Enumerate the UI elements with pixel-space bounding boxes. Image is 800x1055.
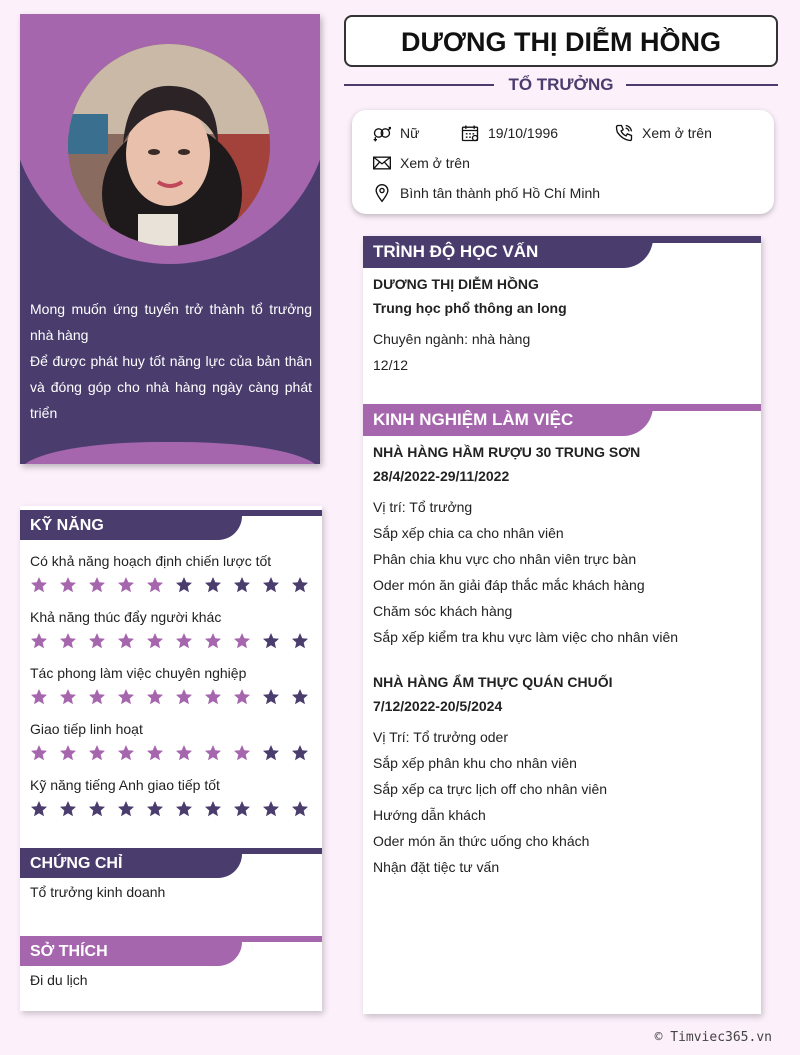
experience-detail: Vị Trí: Tổ trưởng oder — [373, 729, 509, 745]
education-body — [363, 268, 761, 378]
star-filled-icon — [146, 632, 164, 650]
experience-company: NHÀ HÀNG HẦM RƯỢU 30 TRUNG SƠN — [373, 444, 641, 460]
star-empty-icon — [204, 576, 222, 594]
star-filled-icon — [30, 632, 48, 650]
star-empty-icon — [233, 576, 251, 594]
star-filled-icon — [88, 744, 106, 762]
hobbies-title: SỞ THÍCH — [20, 936, 242, 966]
experience-body — [363, 436, 761, 880]
star-empty-icon — [175, 576, 193, 594]
star-empty-icon — [30, 800, 48, 818]
skill-name: Giao tiếp linh hoạt — [30, 721, 143, 737]
experience-detail: Sắp xếp kiểm tra khu vực làm việc cho nhân viên — [373, 629, 679, 645]
calendar-icon — [460, 123, 480, 143]
star-filled-icon — [59, 632, 77, 650]
phone-item — [614, 122, 712, 144]
star-filled-icon — [88, 632, 106, 650]
certificates-header — [20, 844, 322, 878]
education-school: Trung học phổ thông an long — [373, 300, 567, 316]
skill-item — [20, 608, 322, 652]
experience-detail: Vị trí: Tổ trưởng — [373, 499, 473, 515]
position-title: TỔ TRƯỞNG — [508, 75, 614, 94]
gender-icon — [372, 123, 392, 143]
education-header — [363, 236, 761, 268]
phone-text: Xem ở trên — [642, 125, 712, 141]
star-empty-icon — [291, 800, 309, 818]
certificate-item: Tổ trưởng kinh doanh — [30, 884, 166, 900]
star-empty-icon — [146, 800, 164, 818]
star-filled-icon — [233, 632, 251, 650]
star-empty-icon — [262, 744, 280, 762]
objective-line: Mong muốn ứng tuyển trở thành tổ trưởng nhà hàng — [30, 301, 312, 343]
phone-icon — [614, 123, 634, 143]
hobby-item: Đi du lịch — [30, 972, 88, 988]
star-filled-icon — [30, 688, 48, 706]
experience-title: KINH NGHIỆM LÀM VIỆC — [363, 404, 653, 436]
profile-card — [20, 14, 320, 464]
experience-entry — [373, 670, 751, 880]
star-filled-icon — [117, 576, 135, 594]
experience-company: NHÀ HÀNG ẨM THỰC QUÁN CHUỐI — [373, 674, 613, 690]
star-filled-icon — [175, 744, 193, 762]
skills-header — [20, 506, 322, 540]
certificates-title: CHỨNG CHỈ — [20, 848, 242, 878]
star-filled-icon — [204, 632, 222, 650]
star-filled-icon — [146, 576, 164, 594]
gender-item — [372, 122, 419, 144]
star-empty-icon — [291, 744, 309, 762]
star-filled-icon — [233, 688, 251, 706]
star-filled-icon — [88, 576, 106, 594]
star-empty-icon — [175, 800, 193, 818]
address-text: Bình tân thành phố Hồ Chí Minh — [400, 185, 601, 201]
star-filled-icon — [59, 576, 77, 594]
star-filled-icon — [146, 744, 164, 762]
star-filled-icon — [88, 688, 106, 706]
education-name: DƯƠNG THỊ DIỄM HỒNG — [373, 276, 539, 292]
footer-credit: © Timviec365.vn — [654, 1030, 772, 1045]
mail-icon — [372, 153, 392, 173]
skill-name: Khả năng thúc đẩy người khác — [30, 609, 222, 625]
objective-line: Để được phát huy tốt năng lực của bản thân và đóng góp cho nhà hàng ngày càng phát triển — [30, 353, 312, 421]
education-major: Chuyên ngành: nhà hàng — [373, 331, 531, 347]
experience-period: 28/4/2022-29/11/2022 — [373, 468, 510, 484]
skills-title: KỸ NĂNG — [20, 510, 242, 540]
skill-rating — [30, 632, 312, 652]
address-item — [372, 182, 600, 204]
skill-rating — [30, 800, 312, 820]
gender-text: Nữ — [400, 125, 420, 141]
skill-name: Có khả năng hoạch định chiến lược tốt — [30, 553, 272, 569]
skill-item — [20, 552, 322, 596]
contact-box — [352, 110, 774, 214]
star-filled-icon — [30, 744, 48, 762]
star-empty-icon — [88, 800, 106, 818]
star-filled-icon — [117, 688, 135, 706]
star-filled-icon — [30, 576, 48, 594]
experience-detail: Sắp xếp ca trực lịch off cho nhân viên — [373, 781, 608, 797]
star-empty-icon — [262, 688, 280, 706]
star-empty-icon — [233, 800, 251, 818]
experience-detail: Sắp xếp phân khu cho nhân viên — [373, 755, 577, 771]
experience-period: 7/12/2022-20/5/2024 — [373, 698, 503, 714]
star-filled-icon — [204, 688, 222, 706]
skill-rating — [30, 688, 312, 708]
skills-list — [20, 552, 322, 820]
skill-item — [20, 720, 322, 764]
star-filled-icon — [146, 688, 164, 706]
star-empty-icon — [262, 576, 280, 594]
experience-detail: Oder món ăn thức uống cho khách — [373, 833, 590, 849]
star-filled-icon — [204, 744, 222, 762]
hobbies-header — [20, 932, 322, 966]
position-row — [344, 72, 778, 98]
experience-detail: Sắp xếp chia ca cho nhân viên — [373, 525, 564, 541]
location-pin-icon — [372, 183, 392, 203]
star-filled-icon — [175, 688, 193, 706]
star-empty-icon — [291, 632, 309, 650]
right-panel — [363, 236, 761, 1014]
experience-detail: Oder món ăn giải đáp thắc mắc khách hàng — [373, 577, 645, 593]
experience-detail: Hướng dẫn khách — [373, 807, 486, 823]
education-grade: 12/12 — [373, 357, 409, 373]
skill-name: Tác phong làm việc chuyên nghiệp — [30, 665, 247, 681]
star-filled-icon — [175, 632, 193, 650]
skill-rating — [30, 576, 312, 596]
skill-rating — [30, 744, 312, 764]
avatar — [68, 44, 270, 246]
career-objective — [30, 296, 312, 426]
skill-name: Kỹ năng tiếng Anh giao tiếp tốt — [30, 777, 220, 793]
star-empty-icon — [204, 800, 222, 818]
email-text: Xem ở trên — [400, 155, 470, 171]
email-item — [372, 152, 470, 174]
experience-entry — [373, 440, 751, 650]
experience-detail: Phân chia khu vực cho nhân viên trực bàn — [373, 551, 637, 567]
star-filled-icon — [59, 688, 77, 706]
education-title: TRÌNH ĐỘ HỌC VẤN — [363, 236, 653, 268]
skill-item — [20, 664, 322, 708]
star-empty-icon — [59, 800, 77, 818]
star-empty-icon — [262, 632, 280, 650]
experience-header — [363, 404, 761, 436]
left-panel — [20, 506, 322, 1011]
profile-bottom-arc — [20, 442, 320, 464]
star-filled-icon — [117, 744, 135, 762]
experience-detail: Chăm sóc khách hàng — [373, 603, 513, 619]
star-empty-icon — [262, 800, 280, 818]
birthday-text: 19/10/1996 — [488, 125, 559, 141]
star-filled-icon — [233, 744, 251, 762]
experience-detail: Nhận đặt tiệc tư vấn — [373, 859, 500, 875]
star-empty-icon — [291, 576, 309, 594]
star-filled-icon — [59, 744, 77, 762]
star-filled-icon — [117, 632, 135, 650]
star-empty-icon — [117, 800, 135, 818]
birthday-item — [460, 122, 558, 144]
candidate-name: DƯƠNG THỊ DIỄM HỒNG — [344, 15, 778, 67]
star-empty-icon — [291, 688, 309, 706]
skill-item — [20, 776, 322, 820]
